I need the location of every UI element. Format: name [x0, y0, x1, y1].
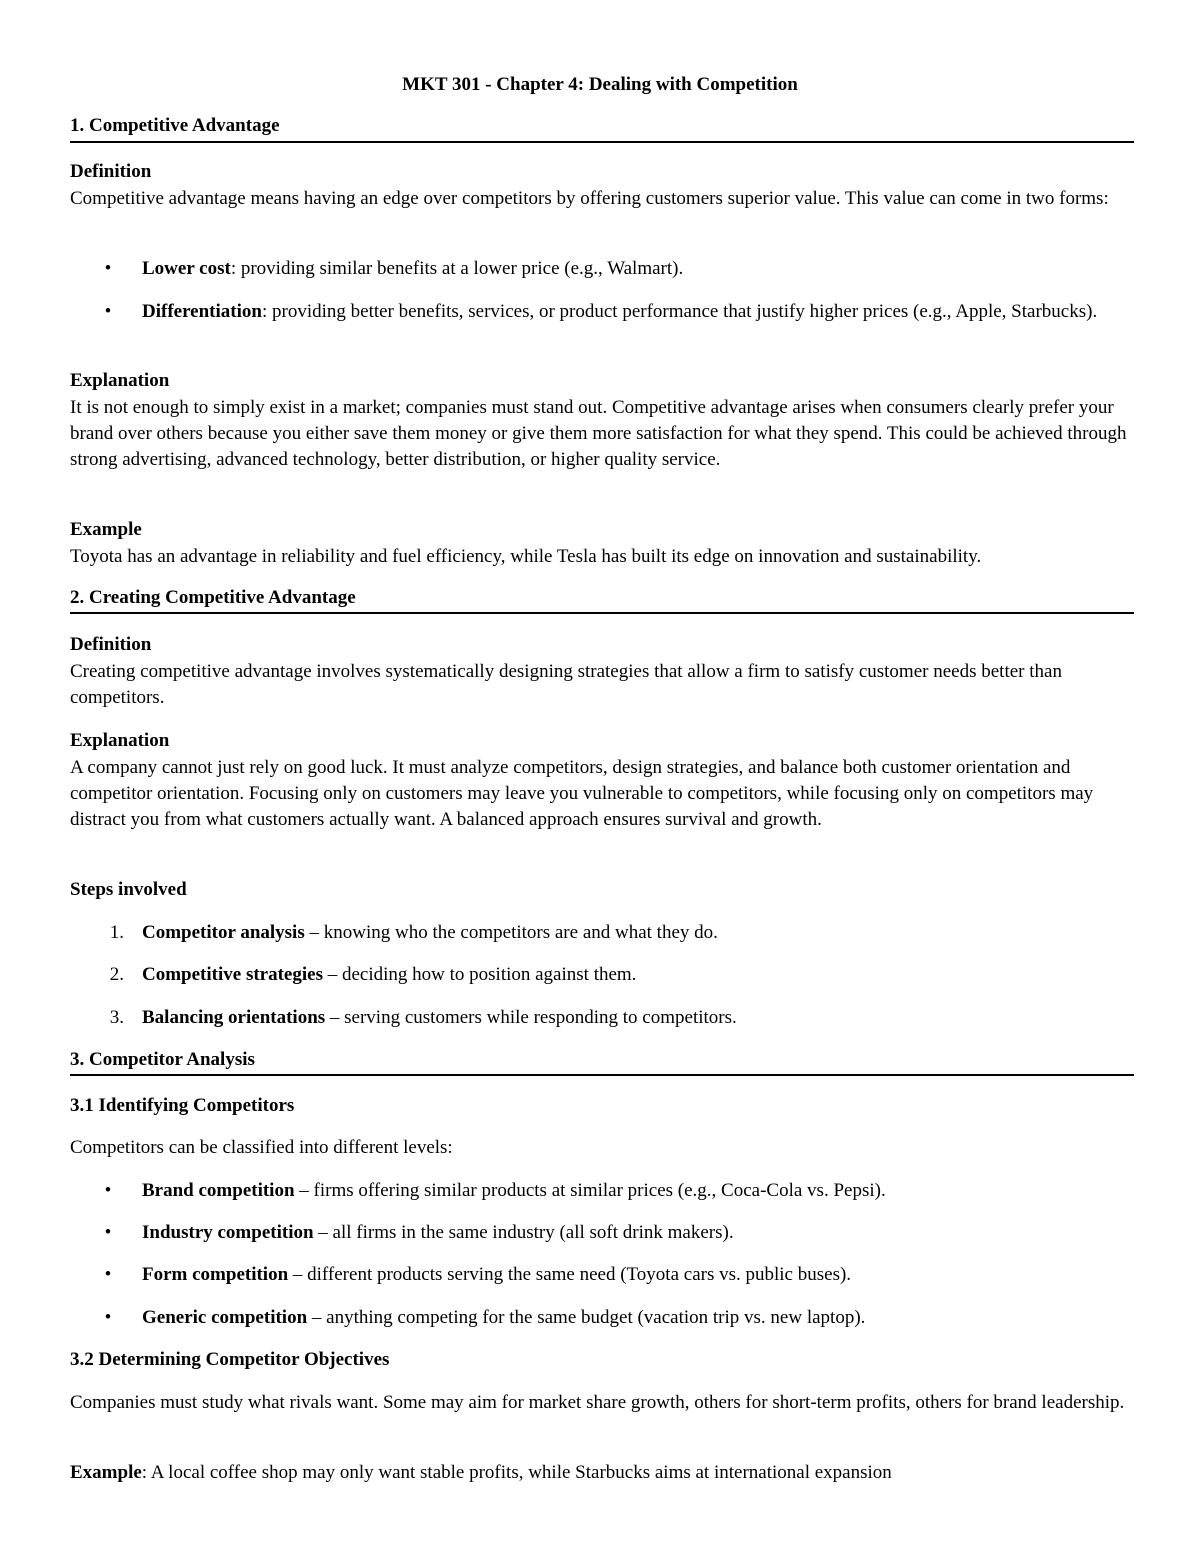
list-item-text: – all firms in the same industry (all soft drink makers).	[313, 1222, 734, 1243]
bullet-icon: •	[104, 301, 112, 322]
bullet-icon: •	[104, 1307, 112, 1328]
section-3-rule	[70, 1074, 1134, 1076]
step-number: 3.	[109, 1007, 124, 1028]
list-item	[142, 1005, 1134, 1031]
list-item-text: : providing similar benefits at a lower price (e.g., Walmart).	[230, 258, 684, 279]
list-item-term: Industry competition	[142, 1222, 314, 1243]
list-item-term: Balancing orientations	[142, 1007, 326, 1028]
s1-example-label: Example	[70, 519, 142, 540]
s1-explanation-label: Explanation	[70, 370, 170, 391]
list-item-term: Competitor analysis	[142, 922, 305, 943]
s1-explanation-text: It is not enough to simply exist in a market; companies must stand out. Competitive advantage arises when consumers clearly prefer your brand over others because you either save them money or give them more satisfaction for what they spend. This could be achieved through strong advertising, advanced technology, better distribution, or higher quality service.	[70, 397, 1127, 470]
s1-definition-text: Competitive advantage means having an edge over competitors by offering customers superior value. This value can come in two forms:	[70, 188, 1109, 209]
s3-example	[70, 1460, 1134, 1486]
list-item-term: Generic competition	[142, 1307, 308, 1328]
list-item-text: : providing better benefits, services, or product performance that justify higher prices (e.g., Apple, Starbucks).	[261, 301, 1098, 322]
bullet-icon: •	[104, 1264, 112, 1285]
section-2-rule	[70, 612, 1134, 614]
s2-explanation-text: A company cannot just rely on good luck. It must analyze competitors, design strategies, and balance both customer orientation and competitor orientation. Focusing only on customers may leave you vulnerable to competitors, while focusing only on competitors may distract you from what customers actually want. A balanced approach ensures survival and growth.	[70, 757, 1094, 830]
list-item-text: – deciding how to position against them.	[322, 964, 637, 985]
list-item	[142, 1220, 1134, 1246]
list-item	[142, 920, 1134, 946]
s2-definition-text: Creating competitive advantage involves systematically designing strategies that allow a firm to satisfy customer needs better than competitors.	[70, 661, 1062, 708]
list-item	[142, 299, 1134, 325]
s3-sub1-heading: 3.1 Identifying Competitors	[70, 1095, 295, 1116]
list-item-term: Form competition	[142, 1264, 289, 1285]
list-item-text: – firms offering similar products at similar prices (e.g., Coca-Cola vs. Pepsi).	[294, 1180, 886, 1201]
list-item-term: Lower cost	[142, 258, 231, 279]
list-item	[142, 962, 1134, 988]
list-item-text: – serving customers while responding to competitors.	[325, 1007, 737, 1028]
s3-sub2-text: Companies must study what rivals want. Some may aim for market share growth, others for short-term profits, others for brand leadership.	[70, 1392, 1125, 1413]
page-title: MKT 301 - Chapter 4: Dealing with Competition	[402, 74, 798, 95]
list-item-text: – knowing who the competitors are and what they do.	[304, 922, 718, 943]
s3-example-label: Example	[70, 1462, 142, 1483]
list-item-text: – different products serving the same need (Toyota cars vs. public buses).	[288, 1264, 852, 1285]
list-item	[142, 1305, 1134, 1331]
list-item-term: Brand competition	[142, 1180, 295, 1201]
bullet-icon: •	[104, 1180, 112, 1201]
s3-sub1-intro: Competitors can be classified into different levels:	[70, 1137, 453, 1158]
step-number: 1.	[109, 922, 124, 943]
bullet-icon: •	[104, 1222, 112, 1243]
bullet-icon: •	[104, 258, 112, 279]
list-item-term: Competitive strategies	[142, 964, 323, 985]
step-number: 2.	[109, 964, 124, 985]
section-1-heading: 1. Competitive Advantage	[70, 115, 280, 136]
list-item	[142, 1178, 1134, 1204]
section-2-heading: 2. Creating Competitive Advantage	[70, 587, 356, 608]
list-item	[142, 1262, 1134, 1288]
s3-sub2-heading: 3.2 Determining Competitor Objectives	[70, 1349, 390, 1370]
s2-explanation-label: Explanation	[70, 730, 170, 751]
section-1-rule	[70, 141, 1134, 143]
s2-steps-label: Steps involved	[70, 879, 187, 900]
list-item	[142, 256, 1134, 282]
s2-definition-label: Definition	[70, 634, 152, 655]
s1-definition-label: Definition	[70, 161, 152, 182]
s1-example-text: Toyota has an advantage in reliability and fuel efficiency, while Tesla has built its edge on innovation and sustainability.	[70, 546, 982, 567]
list-item-text: – anything competing for the same budget (vacation trip vs. new laptop).	[307, 1307, 866, 1328]
list-item-term: Differentiation	[142, 301, 262, 322]
s3-example-text: : A local coffee shop may only want stable profits, while Starbucks aims at international expansion	[141, 1462, 892, 1483]
section-3-heading: 3. Competitor Analysis	[70, 1049, 255, 1070]
